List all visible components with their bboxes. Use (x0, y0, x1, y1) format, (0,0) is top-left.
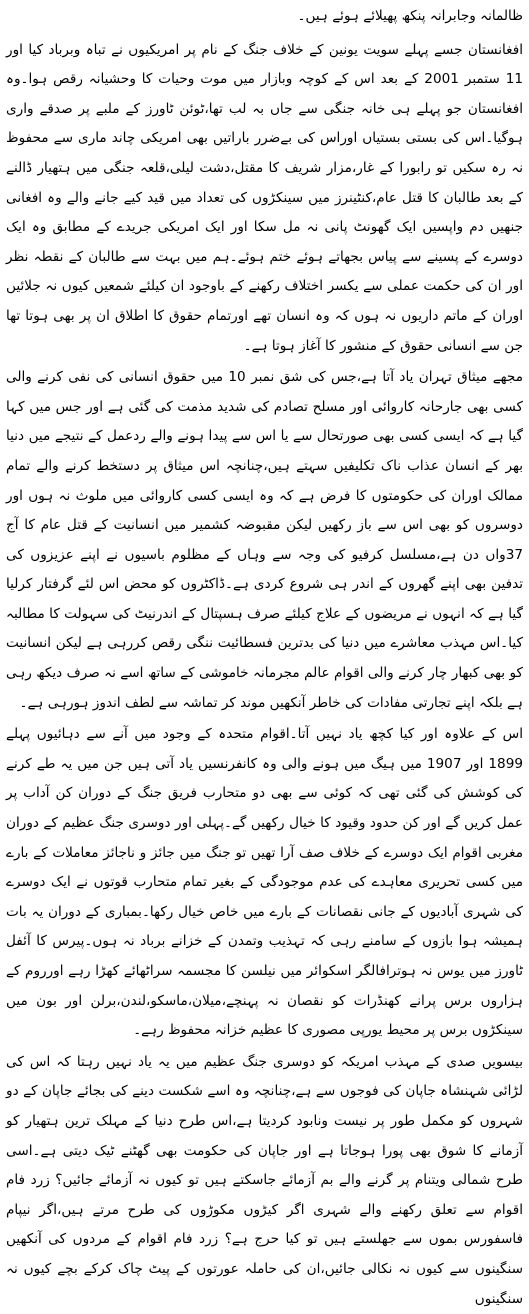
paragraph-hague-conferences: اس کے علاوہ اور کیا کچھ یاد نہیں آتا۔اقوام متحدہ کے وجود میں آنے سے دہائیوں پہلے 1899 اور 1907 میں ہیگ میں ہونے والی وہ کانفرنسیں یاد آتی ہیں جن میں یہ طے کرنے کی کوشش کی گئی تھی کہ کوئی سے بھی دو متحارب فریق جنگ کے دوران کن آداب پر عمل کریں گے اور کن حدود وقیود کا خیال رکھیں گے۔پہلی اور دوسری جنگ عظیم کے دوران مغربی اقوام ایک دوسرے کے خلاف صف آرا تھیں تو جنگ میں جائز و ناجائز معاملات کے بارے میں کسی تحریری معاہدے کی عدم موجودگی کے بغیر تمام متحارب قوتوں نے ایک دوسرے کی شہری آبادیوں کے جانی نقصانات کے بارے میں خاص خیال رکھا۔بمباری کے دوران یہ بات ہمیشہ ہوا بازوں کے سامنے رہی کہ تہذیب وتمدن کے خزانے برباد نہ ہوں۔پیرس کا آئفل ٹاورز میں یوس نہ ہوترافالگر اسکوائر میں نیلسن کا مجسمہ سراٹھائے کھڑا رہے اورروم کے ہزاروں برس پرانے کھنڈرات کو نقصان نہ پہنچے،میلان،ماسکو،لندن،برلن اور بون میں سینکڑوں برس پر محیط یورپی مصوری کا عظیم خزانہ محفوظ رہے۔ (6, 726, 523, 1039)
paragraph-twentieth-century: بیسویں صدی کے مہذب امریکہ کو دوسری جنگ عظیم میں یہ یاد نہیں رہتا کہ اس کی لڑائی شہنشاہ جاپان کی فوجوں سے ہے،چنانچہ وہ اسے شکست دینے کی بجائے جاپان کے دو شہروں کو مکمل طور پر نیست ونابود کردیتا ہے،اس طرح دنیا کے مہلک ترین ہتھیار کو آزمانے کا شوق بھی پورا ہوجاتا ہے اور جاپان کی حکومت بھی گھٹنے ٹیک دیتی ہے۔اسی طرح شمالی ویتنام پر گرنے والے بم آزمائے جاسکتے ہیں تو کیوں نہ آزمائے جائیں؟ زرد فام اقوام سے تعلق رکھنے والے شہری اگر کیڑوں مکوڑوں کی طرح مرتے ہیں،اگر نیپام فاسفورس بموں سے جھلستے ہیں تو کیا حرج ہے؟ زرد فام اقوام کے مردوں کی آنکھیں سنگینوں سے کیوں نہ نکالی جائیں،ان کی حاملہ عورتوں کے پیٹ چاک کرکے بچے کیوں نہ سنگینوں (6, 1053, 523, 1307)
paragraph-intro: ظالمانہ وجابرانہ پنکھ پھیلائے ہوئے ہیں۔ (297, 8, 523, 24)
paragraph-tehran-charter: مجھے میثاق تہران یاد آتا ہے،جس کی شق نمبر 10 میں حقوق انسانی کی نفی کرنے والی کسی بھی جارحانہ کاروائی اور مسلح تصادم کی شدید مذمت کی گئی ہے اور جس میں کہا گیا ہے کہ ایسی کسی بھی صورتحال سے یا اس سے پیدا ہونے والے ردعمل کے نتیجے میں دنیا بھر کے انسان عذاب ناک تکلیفیں سہتے ہیں،چنانچہ اس میثاق پر دستخط کرنے والے تمام ممالک اوران کی حکومتوں کا فرض ہے کہ وہ ایسی کسی کاروائی میں ملوث نہ ہوں اور دوسروں کو بھی اس سے باز رکھیں لیکن مقبوضہ کشمیر میں انسانیت کے قتل عام کا آج 37واں دن ہے،مسلسل کرفیو کی وجہ سے وہاں کے مظلوم باسیوں نے اپنے عزیزوں کی تدفین بھی اپنے گھروں کے اندر ہی شروع کردی ہے۔ڈاکٹروں کو محض اس لئے گرفتار کرلیا گیا ہے کہ انہوں نے مریضوں کے علاج کیلئے صرف ہسپتال کے اندرنیٹ کی سہولت کا مطالبہ کیا۔اس مہذب معاشرے میں دنیا کی بدترین فسطائیت ننگی رقص کررہی ہے لیکن انسانیت کو بھی کبھار چار کرنے والی اقوام عالم مجرمانہ خاموشی کے ساتھ اسے نہ صرف دیکھ رہی ہے بلکہ اپنے تجارتی مفادات کی خاطر آنکھیں موند کر تماشہ سے لطف اندوز ہورہی ہے۔ (6, 369, 523, 711)
paragraph-afghanistan: افغانستان جسے پہلے سویت یونین کے خلاف جنگ کے نام پر امریکیوں نے تباہ وبرباد کیا اور 11 ستمبر 2001 کے بعد اس کے کوچہ وبازار میں موت وحیات کا وحشیانہ رقص ہوا۔وہ افغانستان جو پہلے ہی خانہ جنگی سے جاں بہ لب تھا،ٹوئن ٹاورز کے ملبے پر صدقے واری ہوگیا۔اس کی بستی بستیاں اوراس کی بےضرر باراتیں بھی امریکی چاند ماری سے محفوظ نہ رہ سکیں تو رابورا کے غار،مزار شریف کا مقتل،دشت لیلی،قلعہ جنگی میں ہتھیار ڈالنے کے بعد طالبان کا قتل عام،کنٹینرز میں سینکڑوں کی تعداد میں قید کیے جانے والے وہ افغانی جنھیں دم واپسیں ایک گھونٹ پانی نہ مل سکا اور ایک امریکی جریدے کے مطابق وہ ایک دوسرے کے پسینے سے پیاس بجھاتے ہوئے ختم ہوئے۔ہم میں بہت سے طالبان کے نقطہ نظر اور ان کی حکمت عملی سے یکسر اختلاف رکھنے کے باوجود ان کیلئے شمعیں کیوں نہ جلائیں اوران کے ماتم داریوں نہ ہوں کہ وہ انسان تھے اورتمام حقوق کا اطلاق ان پر بھی ہوتا تھا جن سے انسانی حقوق کے منشور کا آغاز ہوتا ہے۔ (6, 41, 523, 354)
